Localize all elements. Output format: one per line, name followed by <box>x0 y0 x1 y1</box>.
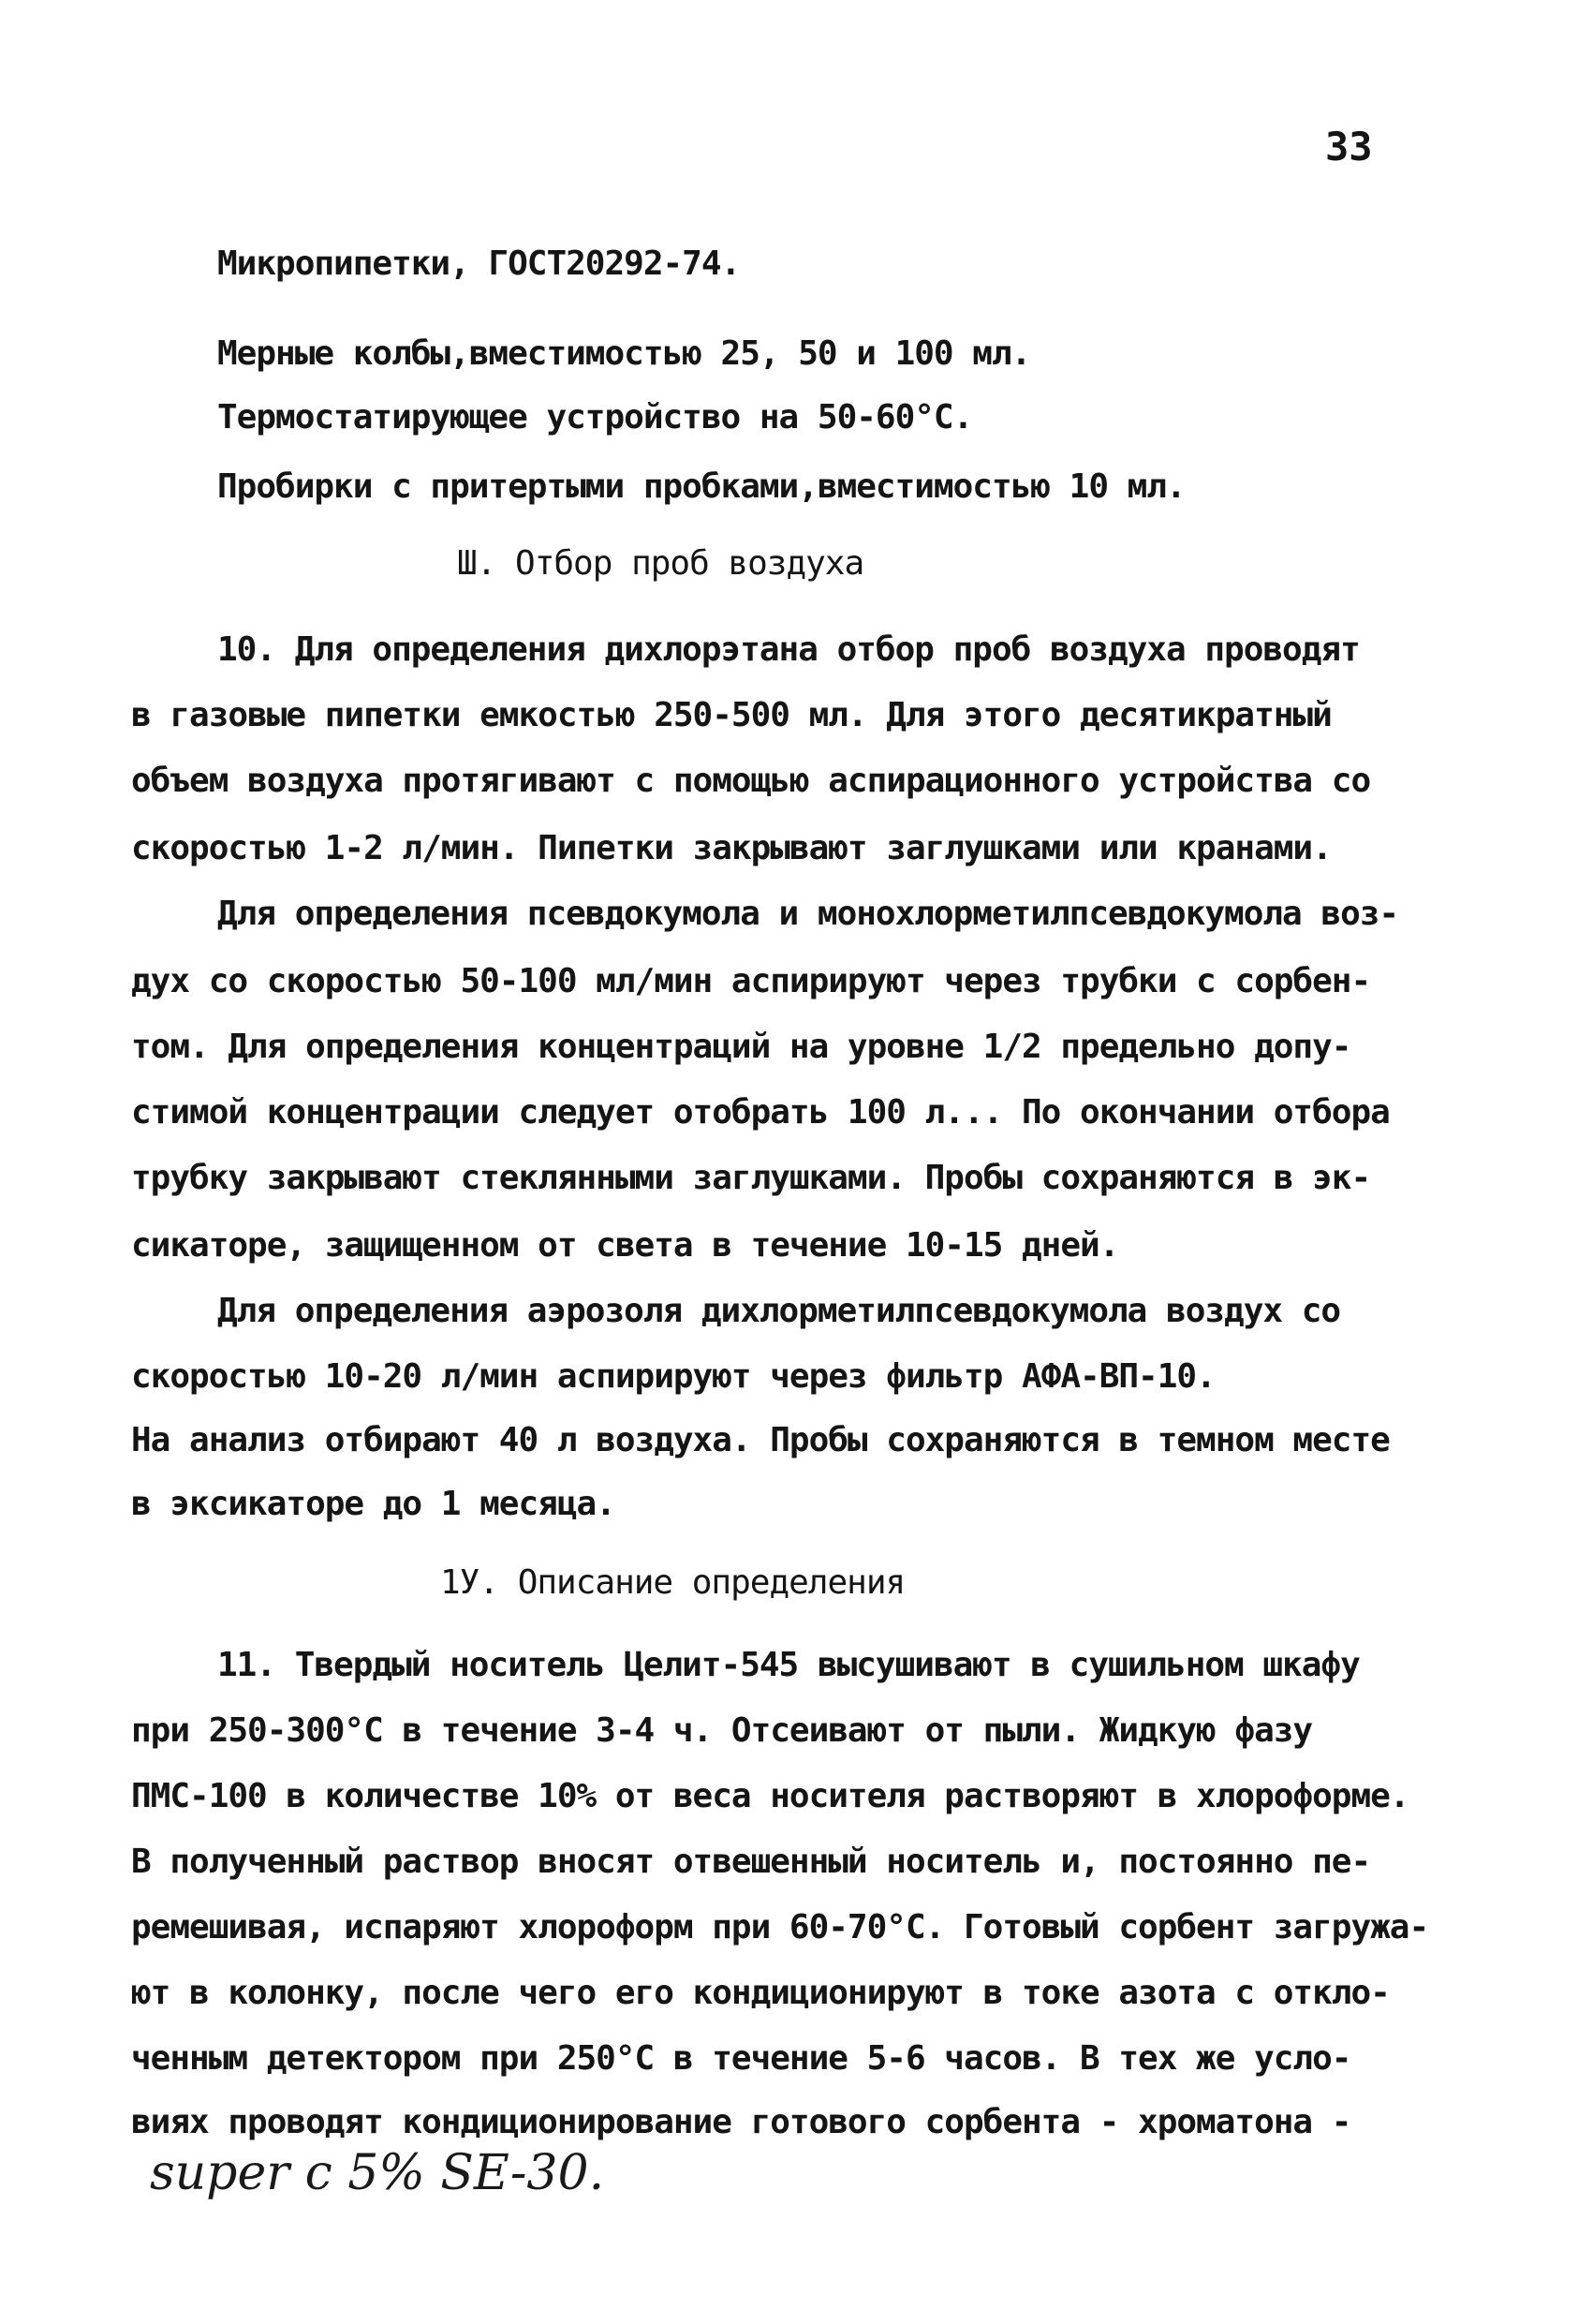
page-number: 33 <box>1325 124 1373 170</box>
paragraph-line: скоростью 10-20 л/мин аспирируют через фильтр АФА-ВП-10. <box>131 1357 1216 1396</box>
paragraph-line: В полученный раствор вносят отвешенный носитель и, постоянно пе- <box>131 1843 1371 1881</box>
paragraph-line: трубку закрывают стеклянными заглушками. Пробы сохраняются в эк- <box>131 1159 1371 1197</box>
paragraph-line: ченным детектором при 250°С в течение 5-6 часов. В тех же усло- <box>131 2039 1351 2078</box>
section-heading: 1У. Описание определения <box>440 1563 906 1602</box>
paragraph-line: виях проводят кондиционирование готового сорбента - хроматона - <box>131 2103 1351 2141</box>
paragraph-line: скоростью 1-2 л/мин. Пипетки закрывают заглушками или кранами. <box>131 829 1332 867</box>
paragraph-line: том. Для определения концентраций на уровне 1/2 предельно допу- <box>131 1028 1351 1066</box>
equipment-line: Мерные колбы,вместимостью 25, 50 и 100 мл. <box>217 334 1031 373</box>
paragraph-line: 11. Твердый носитель Целит-545 высушивают в сушильном шкафу <box>217 1646 1360 1684</box>
paragraph-line: при 250-300°С в течение 3-4 ч. Отсеивают от пыли. Жидкую фазу <box>131 1711 1313 1750</box>
paragraph-line: стимой концентрации следует отобрать 100 л... По окончании отбора <box>131 1093 1390 1132</box>
paragraph-line: Для определения аэрозоля дихлорметилпсевдокумола воздух со <box>217 1292 1341 1330</box>
paragraph-line: сикаторе, защищенном от света в течение 10-15 дней. <box>131 1226 1119 1265</box>
paragraph-line: Для определения псевдокумола и монохлорметилпсевдокумола воз- <box>217 895 1399 933</box>
paragraph-line: объем воздуха протягивают с помощью аспирационного устройства со <box>131 762 1371 800</box>
paragraph-line: ремешивая, испаряют хлороформ при 60-70°С. Готовый сорбент загружа- <box>131 1908 1429 1947</box>
equipment-line: Термостатирующее устройство на 50-60°С. <box>217 398 973 437</box>
paragraph-line: ют в колонку, после чего его кондиционируют в токе азота с откло- <box>131 1974 1390 2012</box>
paragraph-line: ПМС-100 в количестве 10% от веса носителя растворяют в хлороформе. <box>131 1777 1409 1815</box>
paragraph-line: в газовые пипетки емкостью 250-500 мл. Для этого десятикратный <box>131 696 1332 734</box>
equipment-line: Микропипетки, ГОСТ20292-74. <box>217 244 741 283</box>
paragraph-line: дух со скоростью 50-100 мл/мин аспирируют через трубки с сорбен- <box>131 962 1371 1000</box>
handwritten-note: super c 5% SE-30. <box>150 2145 605 2201</box>
paragraph-line: 10. Для определения дихлорэтана отбор проб воздуха проводят <box>217 630 1360 669</box>
paragraph-line: На анализ отбирают 40 л воздуха. Пробы сохраняются в темном месте <box>131 1421 1390 1459</box>
equipment-line: Пробирки с притертыми пробками,вместимостью 10 мл. <box>217 467 1186 506</box>
paragraph-line: в эксикаторе до 1 месяца. <box>131 1485 615 1523</box>
section-heading: Ш. Отбор проб воздуха <box>457 544 864 583</box>
